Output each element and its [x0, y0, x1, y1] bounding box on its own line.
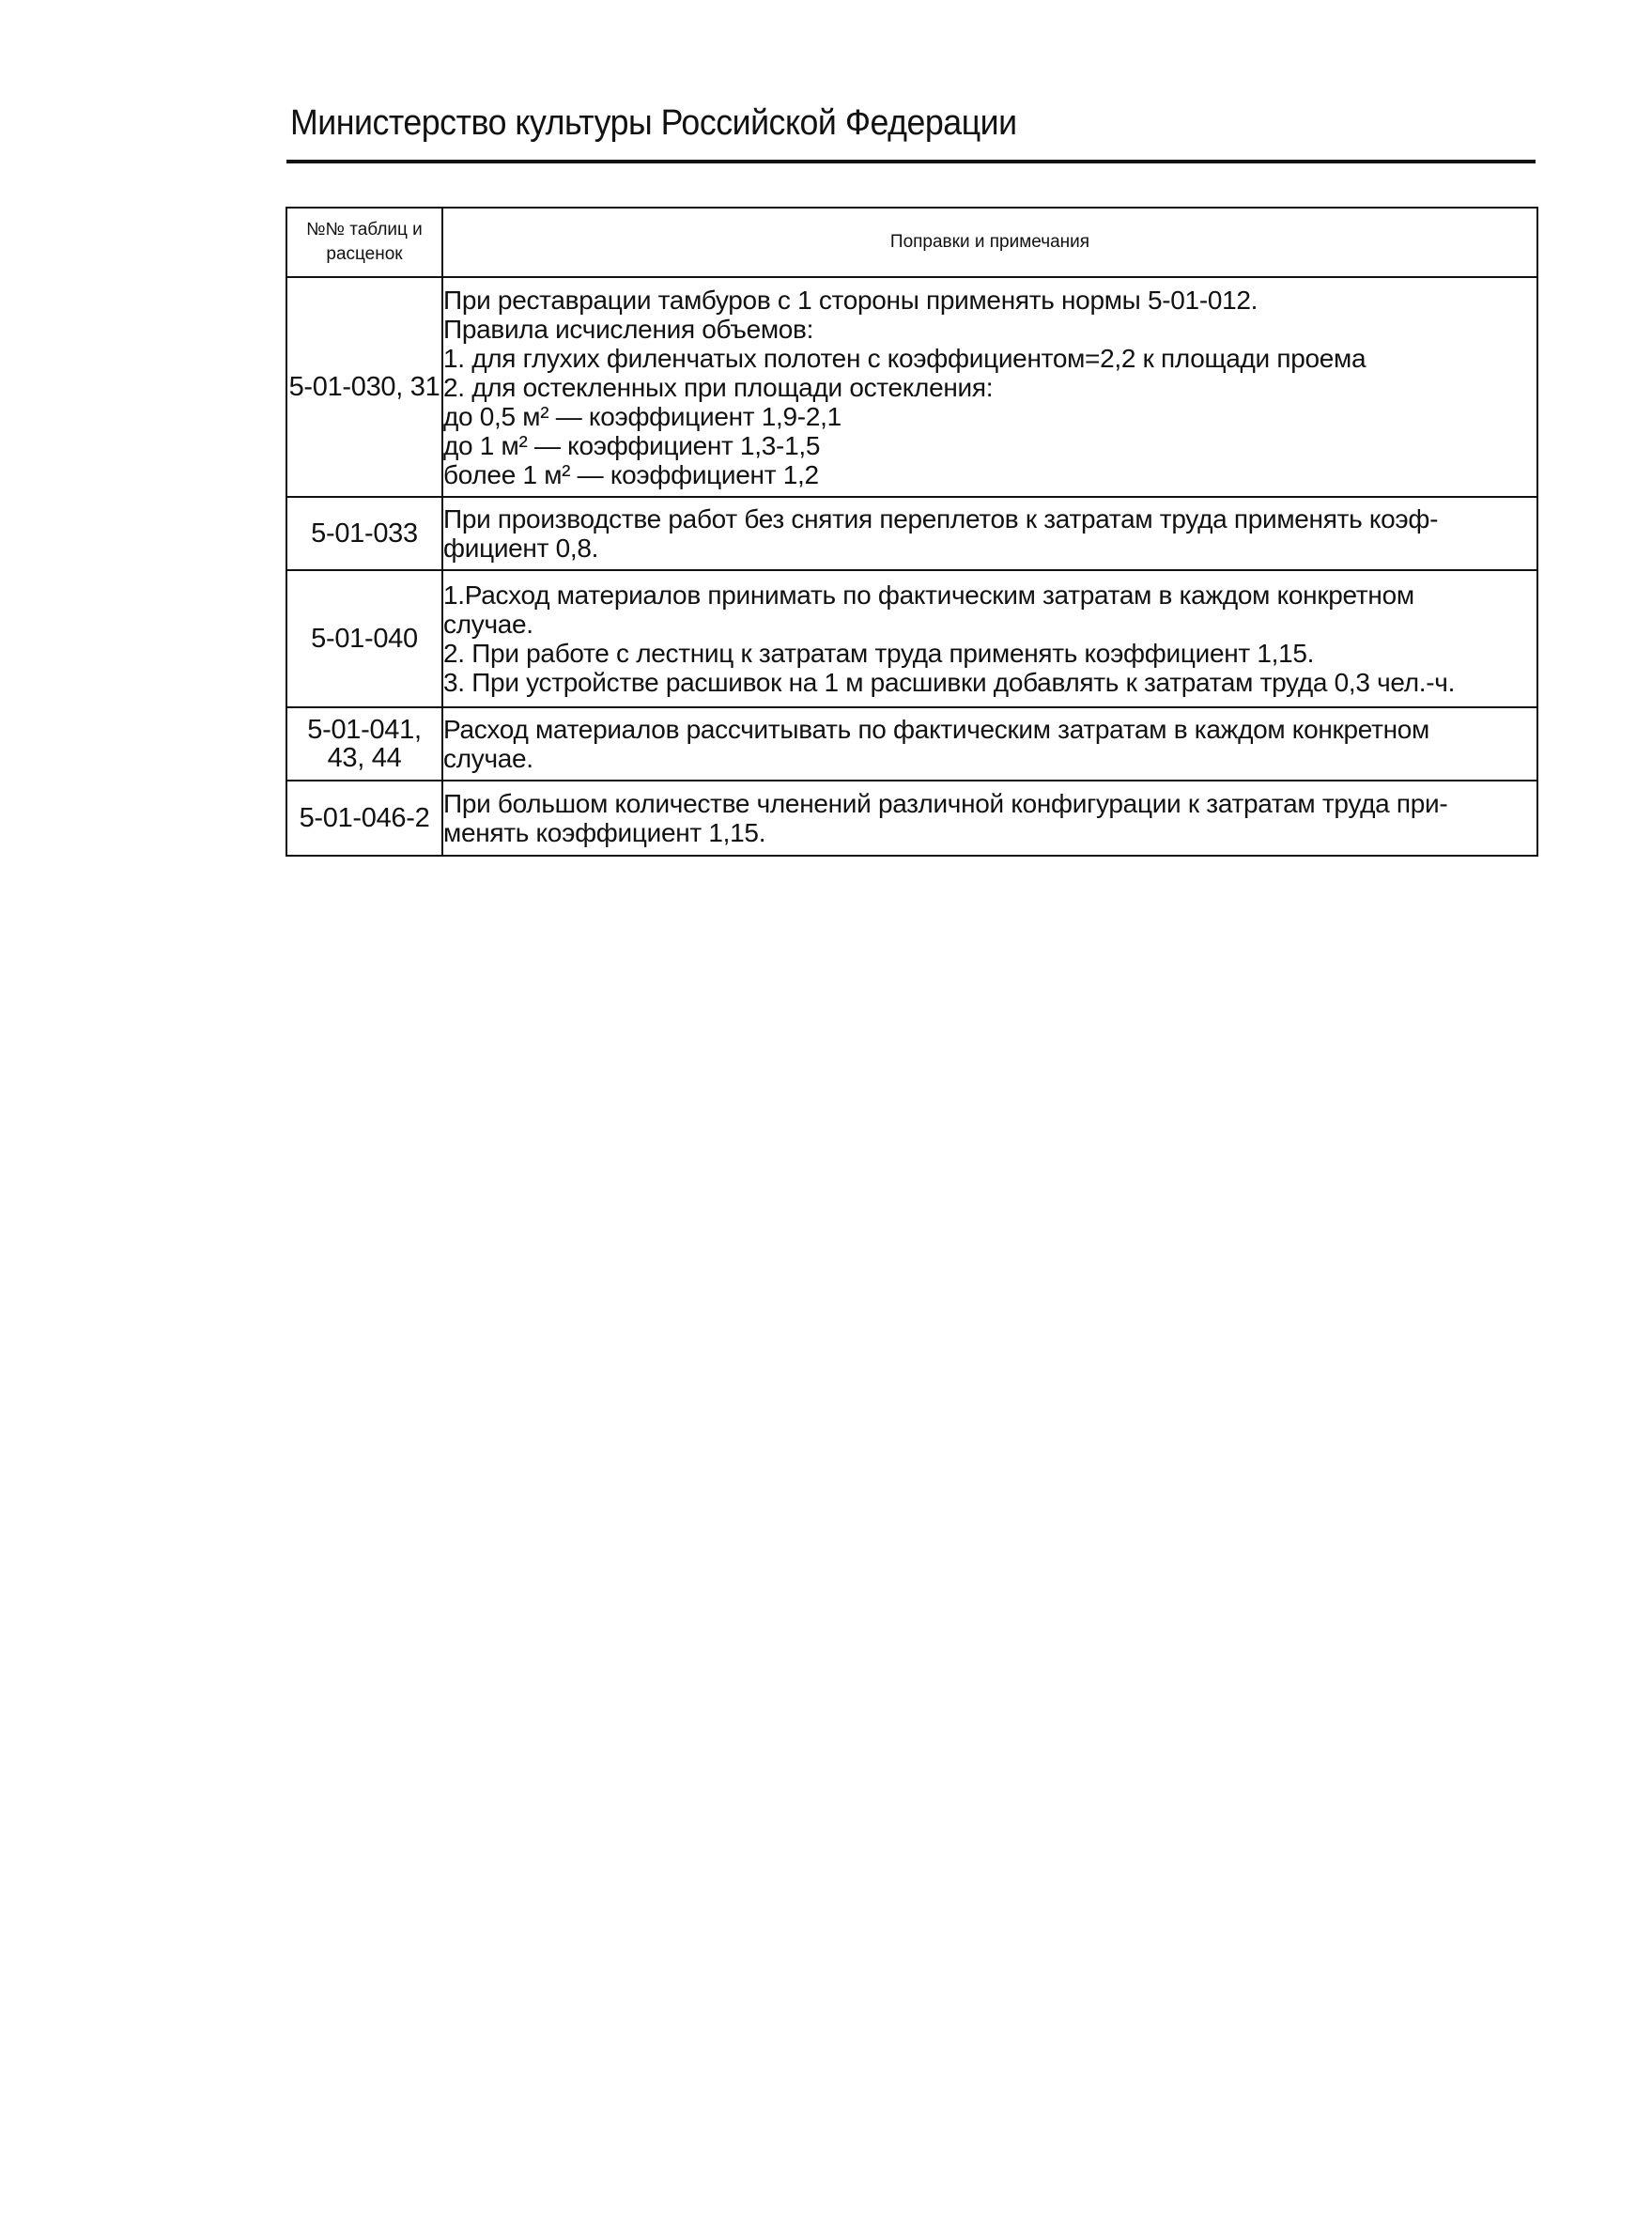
note-line: При реставрации тамбуров с 1 стороны применять нормы 5-01-012. — [443, 285, 1258, 315]
note-line: до 1 м² — коэффициент 1,3-1,5 — [443, 430, 821, 460]
note-line: 3. При устройстве расшивок на 1 м расшивки добавлять к затратам труда 0,3 чел.-ч. — [443, 668, 1456, 697]
note-line: Расход материалов рассчитывать по фактическим затратам в каждом конкретном — [443, 715, 1429, 744]
row-code: 5-01-040 — [286, 570, 442, 707]
row-code: 5-01-041, 43, 44 — [286, 707, 442, 781]
note-line: случае. — [443, 744, 533, 773]
row-code: 5-01-046-2 — [286, 781, 442, 856]
note-line: менять коэффициент 1,15. — [443, 818, 766, 847]
row-notes — [442, 570, 1537, 707]
row-notes — [442, 277, 1537, 497]
note-line: При большом количестве членений различной конфигурации к затратам труда при- — [443, 789, 1448, 818]
note-line: случае. — [443, 610, 533, 639]
column-header-notes: Поправки и примечания — [442, 208, 1537, 277]
table-row — [286, 781, 1537, 856]
note-line: 2. При работе с лестниц к затратам труда применять коэффициент 1,15. — [443, 639, 1315, 668]
table-row — [286, 497, 1537, 570]
note-line: до 0,5 м² — коэффициент 1,9-2,1 — [443, 401, 841, 431]
row-notes — [442, 707, 1537, 781]
table-row — [286, 707, 1537, 781]
note-line: 2. для остекленных при площади остекления: — [443, 372, 994, 402]
row-notes — [442, 497, 1537, 570]
table-header-row — [286, 208, 1537, 277]
page-title: Министерство культуры Российской Федерации — [290, 103, 1017, 143]
row-code: 5-01-033 — [286, 497, 442, 570]
table-row — [286, 277, 1537, 497]
note-line: 1.Расход материалов принимать по фактическим затратам в каждом конкретном — [443, 580, 1414, 610]
column-header-code: №№ таблиц и расценок — [286, 208, 442, 277]
note-line: При производстве работ без снятия переплетов к затратам труда применять коэф- — [443, 504, 1439, 534]
note-line: 1. для глухих филенчатых полотен с коэффициентом=2,2 к площади проема — [443, 343, 1366, 373]
note-line: более 1 м² — коэффициент 1,2 — [443, 459, 819, 489]
note-line: фициент 0,8. — [443, 534, 599, 563]
note-line: Правила исчисления объемов: — [443, 314, 814, 344]
corrections-table — [286, 207, 1538, 857]
row-notes — [442, 781, 1537, 856]
table-row — [286, 570, 1537, 707]
row-code: 5-01-030, 31 — [286, 277, 442, 497]
page-header — [286, 94, 1536, 163]
